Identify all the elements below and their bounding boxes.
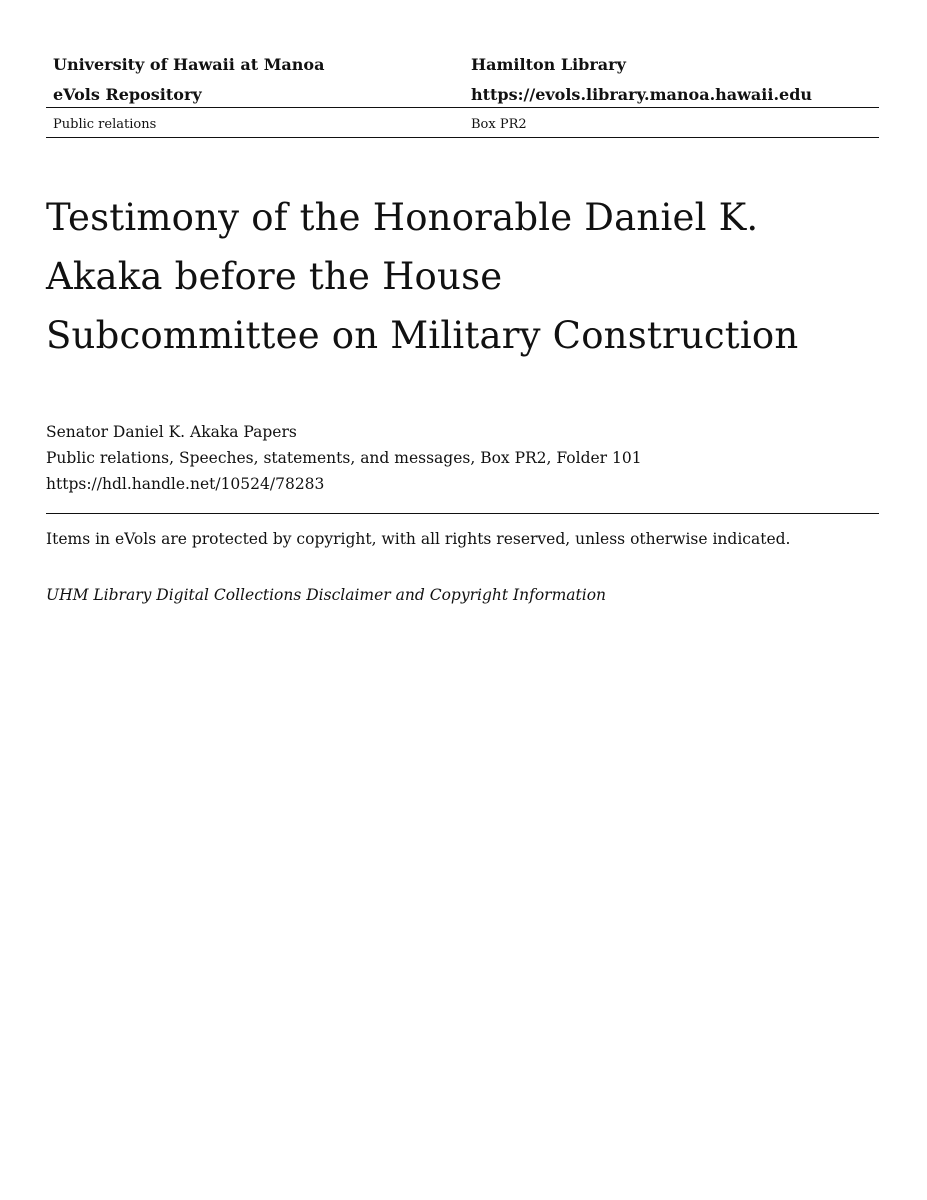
institution-name: University of Hawaii at Manoa [53, 55, 325, 74]
box-label: Box PR2 [471, 117, 527, 132]
metadata-divider [46, 513, 879, 514]
title-line-2: Akaka before the House [46, 255, 503, 298]
disclaimer-link[interactable]: UHM Library Digital Collections Disclaimer and Copyright Information [46, 586, 607, 604]
header-divider-top [46, 107, 879, 108]
handle-link[interactable]: https://hdl.handle.net/10524/78283 [46, 475, 325, 493]
library-name: Hamilton Library [471, 55, 626, 74]
title-line-1: Testimony of the Honorable Daniel K. [46, 196, 759, 239]
header-subrow [46, 116, 879, 134]
collection-name: Senator Daniel K. Akaka Papers [46, 423, 297, 441]
folder-location: Public relations, Speeches, statements, and messages, Box PR2, Folder 101 [46, 449, 642, 467]
collection-area: Public relations [53, 117, 157, 132]
repository-url-link[interactable]: https://evols.library.manoa.hawaii.edu [471, 85, 813, 104]
document-page [46, 0, 879, 1200]
header-row-1 [46, 52, 879, 82]
title-line-3: Subcommittee on Military Construction [46, 314, 799, 357]
document-metadata [46, 419, 879, 497]
repository-name: eVols Repository [53, 85, 202, 104]
copyright-notice: Items in eVols are protected by copyright, with all rights reserved, unless otherwise indicated. [46, 530, 791, 548]
repository-header [46, 52, 879, 112]
document-title [46, 188, 879, 365]
header-divider-bottom [46, 137, 879, 138]
